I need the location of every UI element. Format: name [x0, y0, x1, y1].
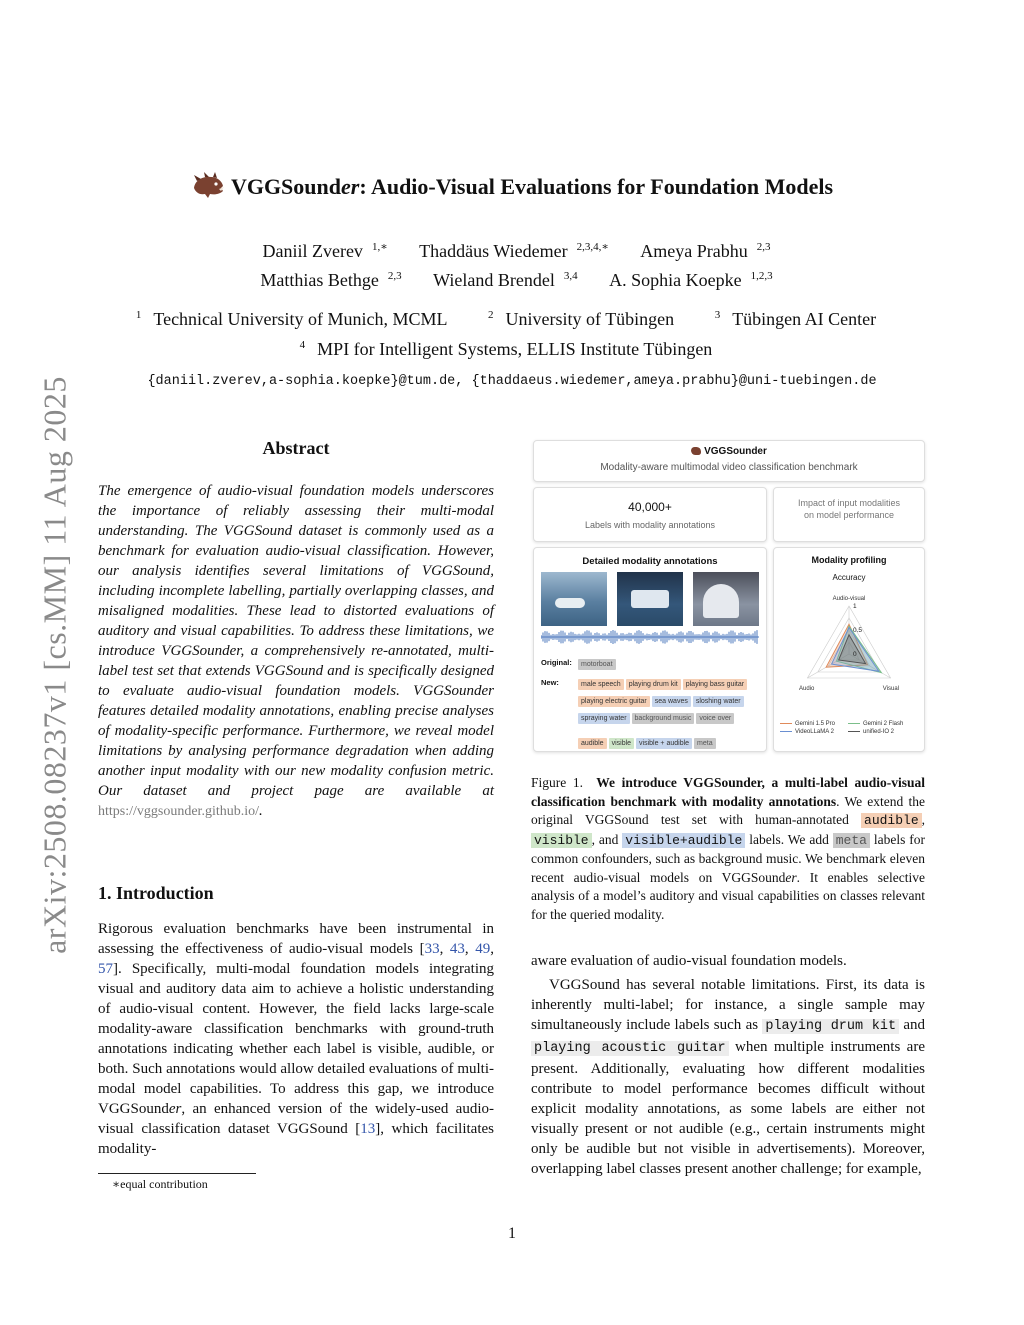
title-rest: : Audio-Visual Evaluations for Foundation Models	[359, 174, 834, 200]
boar-logo-icon	[191, 172, 225, 206]
citation-link[interactable]: 33	[424, 941, 440, 957]
profiling-box	[773, 547, 925, 752]
video-frame-3	[693, 572, 759, 626]
arxiv-side-stamp: arXiv:2508.08237v1 [cs.MM] 11 Aug 2025	[36, 376, 73, 954]
paragraph: VGGSound has several notable limitations. First, its data is inherently multi-label; for instance, a single sample may simultaneously include labels such as playing drum kit and playing acoustic guitar when multiple instruments are present. Additionally, evaluating how different modalities contribute to model performance becomes difficult without explicit modality annotations, as some labels are either not visually present or not audible (e.g., certain instruments might only be audible but not visible in advertisements). Moreover, overlapping label classes present another challenge; for example,	[531, 977, 925, 1177]
legend-entry: Gemini 2 Flash	[848, 721, 916, 727]
new-label: New:	[541, 678, 559, 687]
stat-label: Labels with modality annotations	[584, 520, 716, 530]
legend-entry: Gemini 1.5 Pro	[780, 721, 848, 727]
stat-box	[533, 487, 767, 542]
figure-1	[533, 440, 925, 752]
annotations-box	[533, 547, 767, 752]
author-row-1	[0, 240, 1024, 262]
radar-tick-label: 0.5	[853, 627, 863, 634]
radar-axis-label: Audio	[799, 686, 815, 692]
profiling-title: Modality profiling	[811, 555, 887, 565]
radar-axis-label: Visual	[882, 686, 899, 692]
affiliation: $^3$ Tübingen AI Center	[714, 309, 877, 329]
label-code: playing acoustic guitar	[531, 1041, 729, 1056]
author: Matthias Bethge $^{2,3}$	[260, 270, 402, 290]
footnote: ∗equal contribution	[112, 1177, 208, 1191]
original-chip: motorboat	[578, 659, 616, 670]
abstract-heading: Abstract	[262, 438, 330, 458]
label-chip: voice over	[696, 713, 734, 724]
impact-text: Impact of input modalities on model performance	[797, 498, 901, 520]
label-chip: background music	[632, 713, 695, 724]
stat-value: 40,000+	[628, 500, 672, 514]
legend-entry: VideoLLaMA 2	[780, 729, 848, 735]
label-chip: meta	[694, 738, 716, 749]
figure-header-box	[533, 440, 925, 482]
affiliation: $^2$ University of Tübingen	[488, 309, 675, 329]
figure-header-subtitle: Modality-aware multimodal video classification benchmark	[600, 462, 858, 473]
original-label: Original:	[541, 658, 572, 667]
paper-title	[0, 172, 1024, 206]
label-chip: male speech	[578, 679, 624, 690]
label-chip: playing drum kit	[626, 679, 681, 690]
page-number: 1	[508, 1225, 516, 1242]
introduction-body: Rigorous evaluation benchmarks have been instrumental in assessing the effectiveness of audio-visual models [33, 43, 49, 57]. Specifically, multi-modal foundation models integrating visual and auditory data aim to achieve a holistic understanding of audio-visual content. However, the field lacks large-scale modality-aware classification benchmarks with ground-truth annotations indicating whether each label is visible, audible, or both. Such annotations would allow detailed evaluations of multi-modal model capabilities. To address this gap, we introduce VGGSounder, an enhanced version of the widely-used audio-visual classification dataset VGGSound [13], which facilitates modality-	[98, 921, 494, 1157]
footnote-divider	[98, 1173, 256, 1174]
label-chip: visible	[609, 738, 634, 749]
author: Wieland Brendel $^{3,4}$	[433, 270, 578, 290]
annotations-title: Detailed modality annotations	[582, 556, 718, 567]
author: A. Sophia Koepke $^{1,2,3}$	[609, 270, 773, 290]
title-italic: er	[341, 174, 360, 200]
affiliation: $^1$ Technical University of Munich, MCML	[135, 309, 448, 329]
radar-tick-label: 1	[853, 603, 857, 610]
new-label-chips	[577, 675, 761, 726]
modality-legend	[577, 732, 761, 751]
label-code: playing drum kit	[762, 1019, 899, 1034]
label-chip: playing bass guitar	[683, 679, 747, 690]
citation-link[interactable]: 49	[475, 941, 491, 957]
visible-audible-tag: visible+audible	[622, 833, 745, 848]
affiliation: $^4$ MPI for Intelligent Systems, ELLIS Institute Tübingen	[299, 339, 713, 359]
video-frame-2	[617, 572, 683, 626]
citation-link[interactable]: 43	[449, 941, 465, 957]
video-frame-1	[541, 572, 607, 626]
paragraph: aware evaluation of audio-visual foundation models.	[531, 953, 847, 969]
profiling-metric: Accuracy	[832, 573, 866, 582]
radar-tick-label: 0	[853, 651, 857, 658]
audio-waveform	[541, 630, 759, 644]
label-chip: sea waves	[652, 696, 691, 707]
boar-small-icon	[691, 447, 701, 455]
author: Daniil Zverev $^{1,∗}$	[262, 241, 388, 261]
citation-link[interactable]: 57	[98, 961, 113, 977]
abstract-body: The emergence of audio-visual foundation models underscores the importance of reliably assessing their multi-modal understanding. The VGGSound dataset is commonly used as a benchmark for evaluation audio-visual classification. However, our analysis identifies several limitations of VGGSound, including incomplete labelling, partially overlapping classes, and misaligned modalities. These lead to distorted evaluations of auditory and visual capabilities. To address these limitations, we introduce VGGSounder, a comprehensively re-annotated, multi-label test set that extends VGGSound and is specifically designed to evaluate audio-visual foundation models. VGGSounder features detailed modality annotations, enabling precise analyses of modality-specific performance. Furthermore, we reveal model limitations by analysing performance degradation when adding another input modality with our new modality confusion metric. Our dataset and project page are available at https://vggsounder.github.io/.	[98, 483, 494, 819]
label-chip: audible	[578, 738, 607, 749]
affiliation-row-1	[0, 309, 1024, 330]
author-emails: {daniil.zverev,a-sophia.koepke}@tum.de, {thaddaeus.wiedemer,ameya.prabhu}@uni-tuebingen.de	[147, 374, 877, 389]
legend-entry: unified-IO 2	[848, 729, 916, 735]
label-chip: visible + audible	[636, 738, 692, 749]
meta-tag: meta	[833, 833, 870, 848]
author-row-2	[0, 270, 1024, 291]
visible-tag: visible	[531, 833, 592, 848]
project-page-link[interactable]: https://vggsounder.github.io/	[98, 804, 260, 819]
audible-tag: audible	[861, 813, 922, 828]
figure-caption: Figure 1. We introduce VGGSounder, a multi-label audio-visual classification benchmark with modality annotations. We extend the original VGGSound test set with human-annotated audible , visible , and visible+audible labels. We add meta labels for common confounders, such as background music. We benchmark eleven recent audio-visual models on VGGSounder. It enables selective analysis of a model’s auditory and visual capabilities on classes relevant for the queried modality.	[531, 775, 926, 922]
section-heading-introduction: 1. Introduction	[98, 883, 214, 903]
author: Ameya Prabhu $^{2,3}$	[640, 241, 771, 261]
impact-box	[773, 487, 925, 542]
label-chip: sloshing water	[693, 696, 744, 707]
title-main: VGGSound	[230, 174, 341, 200]
figure-header-title: VGGSounder	[534, 446, 924, 457]
label-chip: playing electric guitar	[578, 696, 650, 707]
radar-legend	[780, 720, 920, 736]
right-column-body	[531, 951, 925, 1179]
radar-chart	[774, 584, 924, 714]
label-chip: spraying water	[578, 713, 630, 724]
author: Thaddäus Wiedemer $^{2,3,4,∗}$	[419, 241, 609, 261]
radar-axis-label: Audio-visual	[832, 596, 866, 602]
citation-link[interactable]: 13	[360, 1121, 376, 1137]
affiliation-row-2	[0, 339, 1024, 360]
